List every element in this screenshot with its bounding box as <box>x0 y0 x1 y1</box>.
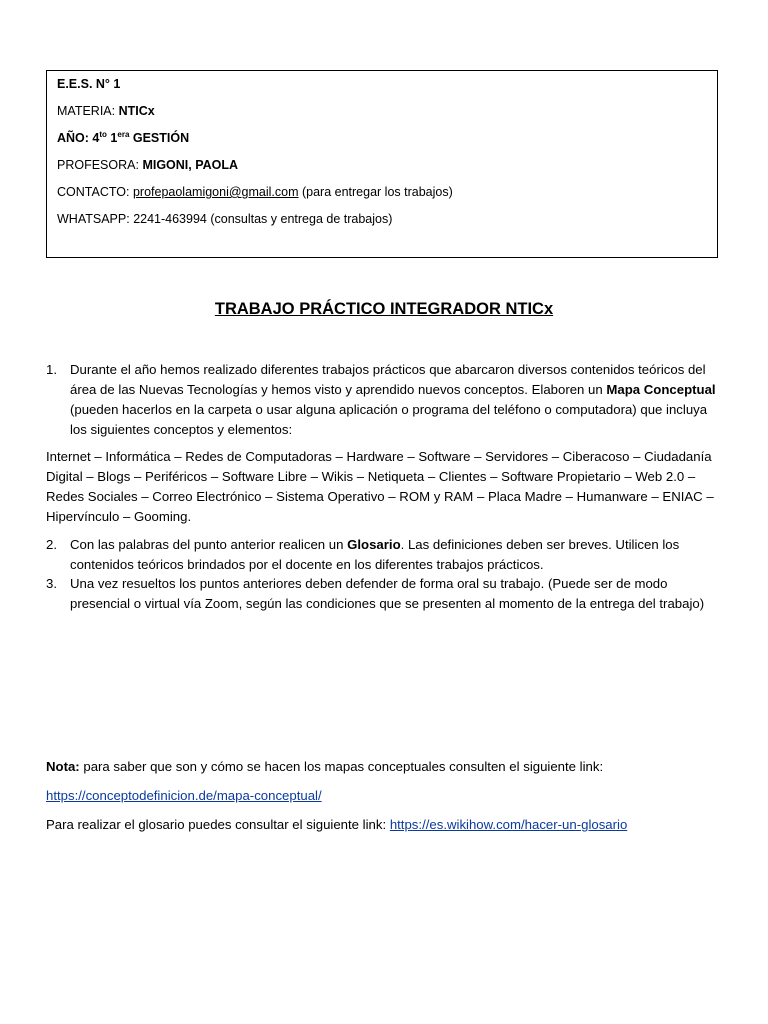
materia-line: MATERIA: NTICx <box>57 104 155 118</box>
contacto-line: CONTACTO: profepaolamigoni@gmail.com (para entregar los trabajos) <box>57 185 453 199</box>
link1-line <box>46 786 726 806</box>
item-2: 2. Con las palabras del punto anterior realicen un Glosario. Las definiciones deben ser breves. Utilicen los contenidos teóricos brindados por el docente en los diferentes trabajos prácticos. <box>46 537 680 572</box>
item-3-number: 3. <box>46 576 57 591</box>
profesora-line: PROFESORA: MIGONI, PAOLA <box>57 158 239 172</box>
page-title: TRABAJO PRÁCTICO INTEGRADOR NTICx <box>214 300 554 318</box>
anio-line: AÑO: $4^{to}$ $1^{era}$ GESTIÓN <box>57 129 190 145</box>
concept-map-link[interactable]: https://conceptodefinicion.de/mapa-conceptual/ <box>46 788 322 803</box>
school-line: E.E.S. N° 1 <box>57 77 121 91</box>
contact-email-link[interactable]: profepaolamigoni@gmail.com <box>132 185 299 199</box>
whatsapp-line: WHATSAPP: 2241-463994 (consultas y entrega de trabajos) <box>57 212 393 226</box>
concepts-list: Internet – Informática – Redes de Computadoras – Hardware – Software – Servidores – Ciberacoso – Ciudadanía Digital – Blogs – Periféricos – Software Libre – Wikis – Netiqueta – Clientes – Software Propietario – Web 2.0 – Redes Sociales – Correo Electrónico – Sistema Operativo – ROM y RAM – Placa Madre – Humanware – ENIAC – Hipervínculo – Gooming. <box>46 449 714 524</box>
item-2-number: 2. <box>46 537 57 552</box>
item-3: 3. Una vez resueltos los puntos anteriores deben defender de forma oral su trabajo. (Puede ser de modo presencial o virtual vía Zoom, según las condiciones que se presenten al momento de la entrega del trabajo) <box>46 576 705 611</box>
item-1-number: 1. <box>46 362 57 377</box>
glossary-link[interactable]: https://es.wikihow.com/hacer-un-glosario <box>389 817 628 832</box>
item-1: 1. Durante el año hemos realizado diferentes trabajos prácticos que abarcaron diversos contenidos teóricos del área de las Nuevas Tecnologías y hemos visto y aprendido nuevos conceptos. Elaboren un Mapa Conceptual (pueden hacerlos en la carpeta o usar alguna aplicación o programa del teléfono o computadora) que incluya los siguientes conceptos y elementos: <box>46 362 716 437</box>
note-line: Nota: para saber que son y cómo se hacen los mapas conceptuales consulten el siguiente link: <box>46 759 604 774</box>
header-info-box <box>46 70 718 258</box>
glosario-line: Para realizar el glosario puedes consultar el siguiente link: https://es.wikihow.com/hacer-un-glosario <box>46 817 628 832</box>
